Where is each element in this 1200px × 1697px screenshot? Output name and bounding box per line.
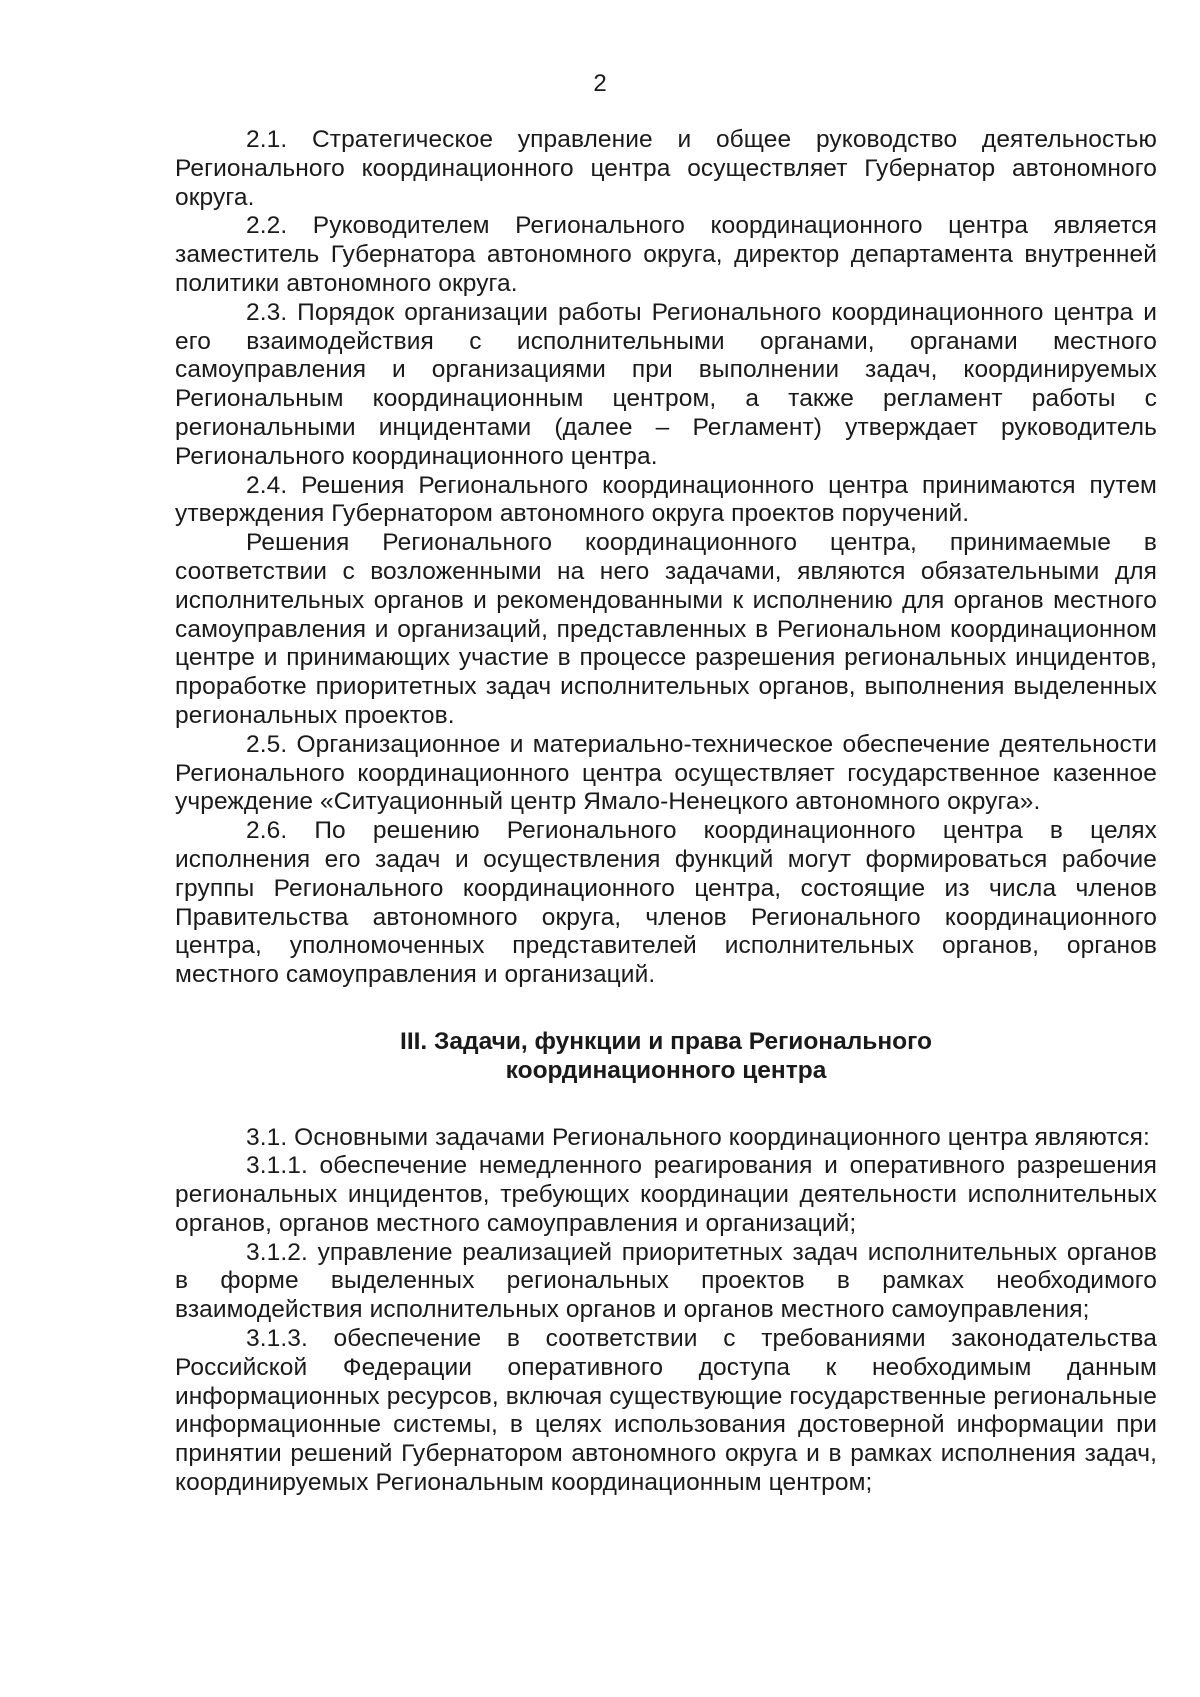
paragraph-2-6: 2.6. По решению Регионального координационного центра в целях исполнения его задач и осуществления функций могут формироваться рабочие группы Регионального координационного центра, состоящие из числа членов Правительства автономного округа, членов Регионального координационного центра, уполномоченных представителей исполнительных органов, органов местного самоуправления и организаций. [175,817,1157,989]
paragraph-2-4: 2.4. Решения Регионального координационного центра принимаются путем утверждения Губернатором автономного округа проектов поручений. [175,471,1157,528]
paragraph-2-3: 2.3. Порядок организации работы Регионального координационного центра и его взаимодействия с исполнительными органами, органами местного самоуправления и организациями при выполнении задач, координируемых Региональным координационным центром, а также регламент работы с региональными инцидентами (далее – Регламент) утверждает руководитель Регионального координационного центра. [175,298,1157,470]
section-heading [175,1028,1157,1086]
section-heading-line-2: координационного центра [505,1056,827,1084]
section-heading-line-1: III. Задачи, функции и права Регионального [400,1027,932,1055]
paragraph-2-2: 2.2. Руководителем Регионального координационного центра является заместитель Губернатора автономного округа, директор департамента внутренней политики автономного округа. [175,212,1157,297]
paragraph-3-1: 3.1. Основными задачами Регионального координационного центра являются: [246,1123,1150,1151]
page-number: 2 [593,70,607,97]
paragraph-2-4-decisions: Решения Регионального координационного центра, принимаемые в соответствии с возложенными на него задачами, являются обязательными для исполнительных органов и рекомендованными к исполнению для органов местного самоуправления и организаций, представленных в Региональном координационном центре и принимающих участие в процессе разрешения региональных инцидентов, проработке приоритетных задач исполнительных органов, выполнения выделенных региональных проектов. [175,529,1157,729]
paragraph-3-1-2: 3.1.2. управление реализацией приоритетных задач исполнительных органов в форме выделенных региональных проектов в рамках необходимого взаимодействия исполнительных органов и органов местного самоуправления; [175,1238,1157,1324]
paragraph-2-5: 2.5. Организационное и материально-техническое обеспечение деятельности Регионального координационного центра осуществляет государственное казенное учреждение «Ситуационный центр Ямало-Ненецкого автономного округа». [175,730,1157,816]
paragraph-3-1-1: 3.1.1. обеспечение немедленного реагирования и оперативного разрешения региональных инцидентов, требующих координации деятельности исполнительных органов, органов местного самоуправления и организаций; [175,1152,1157,1237]
paragraph-2-1: 2.1. Стратегическое управление и общее руководство деятельностью Регионального координационного центра осуществляет Губернатор автономного округа. [175,126,1157,211]
document-body [175,126,1157,1498]
paragraph-3-1-3: 3.1.3. обеспечение в соответствии с требованиями законодательства Российской Федерации оперативного доступа к необходимым данным информационных ресурсов, включая существующие государственные региональные информационные системы, в целях использования достоверной информации при принятии решений Губернатором автономного округа и в рамках исполнения задач, координируемых Региональным координационным центром; [175,1325,1157,1497]
